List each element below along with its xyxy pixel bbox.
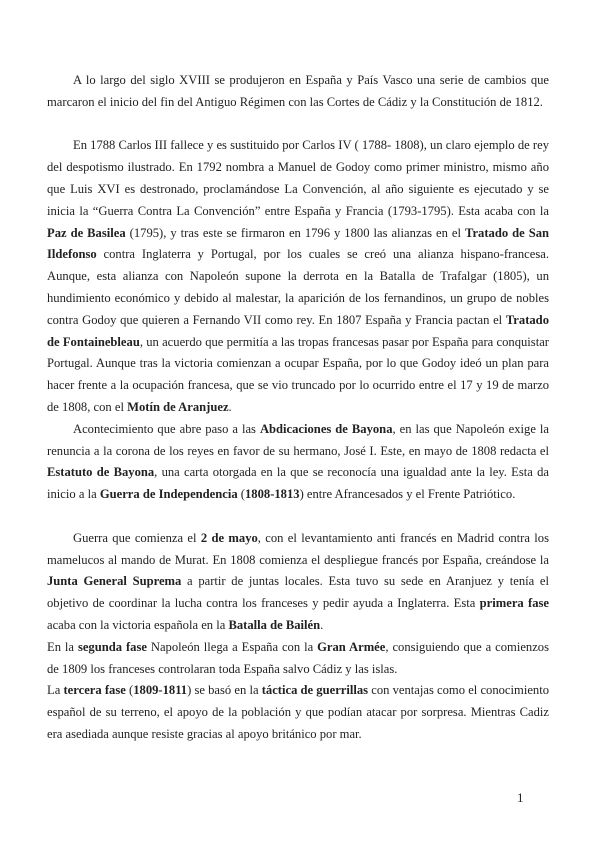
text-run: En la — [47, 639, 78, 654]
text-run: a partir de juntas locales. Esta tuvo su sede en Aranjuez y tenía el objetivo de coordinar la lucha contra los franceses y pedir ayuda a Inglaterra. Esta — [47, 574, 549, 611]
bold-term: Junta General Suprema — [47, 574, 182, 589]
text-run: , consiguiendo que a comienzos de 1809 los franceses controlaran toda España salvo Cádiz y las islas. — [47, 639, 550, 676]
page-number: 1 — [517, 790, 524, 805]
text-run: (1795), y tras este se firmaron en 1796 y 1800 las alianzas en el — [125, 225, 465, 240]
text-run: , con el levantamiento anti francés en Madrid contra los mamelucos al mando de Murat. En 1808 comienza el despliegue francés por España, creándose la — [47, 530, 549, 567]
paragraph-segunda-fase — [47, 637, 549, 681]
bold-term: Gran Armée — [317, 639, 386, 654]
paragraph-tercera-fase — [47, 680, 549, 745]
bold-term: Motín de Aranjuez — [127, 399, 229, 414]
text-run: ) se basó en la — [187, 683, 262, 698]
text-run: . — [320, 617, 324, 632]
text-run: contra Inglaterra y Portugal, por los cuales se creó una alianza hispano-francesa. Aunque, esta alianza con Napoleón supone la derrota en la Batalla de Trafalgar (1805), un hundimiento económico y debido al malestar, la aparición de los fernandinos, un grupo de nobles contra Godoy que quieren a Fernando VII como rey. En 1807 España y Francia pactan el — [47, 247, 549, 327]
text-run: con ventajas como el conocimiento español de su terreno, el apoyo de la población y que podían atacar por sorpresa. Mientras Cadiz era asediada aunque resiste gracias al apoyo británico por mar. — [47, 683, 549, 741]
bold-term: segunda fase — [77, 639, 147, 654]
paragraph-carlos-iv — [47, 135, 549, 418]
paragraph-intro — [47, 70, 549, 114]
bold-term: primera fase — [479, 596, 549, 611]
text-run: acaba con la victoria española en la — [47, 617, 229, 632]
text-run: . — [228, 399, 232, 414]
bold-term: Estatuto de Bayona — [47, 465, 155, 480]
bold-term: 1809-1811 — [133, 683, 188, 698]
bold-term: táctica de guerrillas — [261, 683, 369, 698]
body-text — [47, 70, 549, 746]
bold-term: Batalla de Bailén — [228, 617, 321, 632]
text-run: ( — [237, 487, 245, 502]
bold-term: 1808-1813 — [245, 487, 300, 502]
text-run: En 1788 Carlos III fallece y es sustituido por Carlos IV ( 1788- 1808), un claro ejemplo de rey del despotismo ilustrado. En 1792 nombra a Manuel de Godoy como primer ministro, mismo año que Luis XVI es destronado, proclamándose La Convención, al año siguiente es ejecutado y se inicia la “Guerra Contra La Convención” entre España y Francia (1793-1795). Esta acaba con la — [47, 138, 549, 218]
text-run: Acontecimiento que abre paso a las — [73, 421, 260, 436]
bold-term: tercera fase — [63, 683, 126, 698]
text-run: A lo largo del siglo XVIII se produjeron en España y País Vasco una serie de cambios que marcaron el inicio del fin del Antiguo Régimen con las Cortes de Cádiz y la Constitución de 1812. — [47, 73, 549, 109]
bold-term: Tratado de San Ildefonso — [47, 225, 550, 262]
text-run: La — [47, 683, 64, 698]
text-run: Guerra que comienza el — [73, 530, 201, 545]
bold-term: 2 de mayo — [200, 530, 258, 545]
bold-term: Tratado de Fontainebleau — [47, 312, 549, 349]
bold-term: Paz de Basilea — [47, 225, 126, 240]
text-run: ) entre Afrancesados y el Frente Patriótico. — [299, 487, 516, 502]
bold-term: Guerra de Independencia — [99, 487, 238, 502]
text-run: ( — [125, 683, 134, 698]
text-run: , una carta otorgada en la que se reconocía una igualdad ante la ley. Esta da inicio a la — [47, 465, 550, 502]
paragraph-guerra — [47, 528, 549, 637]
bold-term: Abdicaciones de Bayona — [259, 421, 393, 436]
text-run: Napoleón llega a España con la — [146, 639, 318, 654]
paragraph-bayona — [47, 419, 549, 506]
text-run: , en las que Napoleón exige la renuncia a la corona de los reyes en favor de su hermano, José I. Este, en mayo de 1808 redacta el — [47, 421, 550, 458]
text-run: , un acuerdo que permitía a las tropas francesas pasar por España para conquistar Portugal. Aunque tras la victoria comienzan a ocupar España, por lo que Godoy ideó un plan para hacer frente a la ocupación francesa, que se vio truncado por lo ocurrido entre el 17 y 19 de marzo de 1808, con el — [47, 334, 549, 414]
